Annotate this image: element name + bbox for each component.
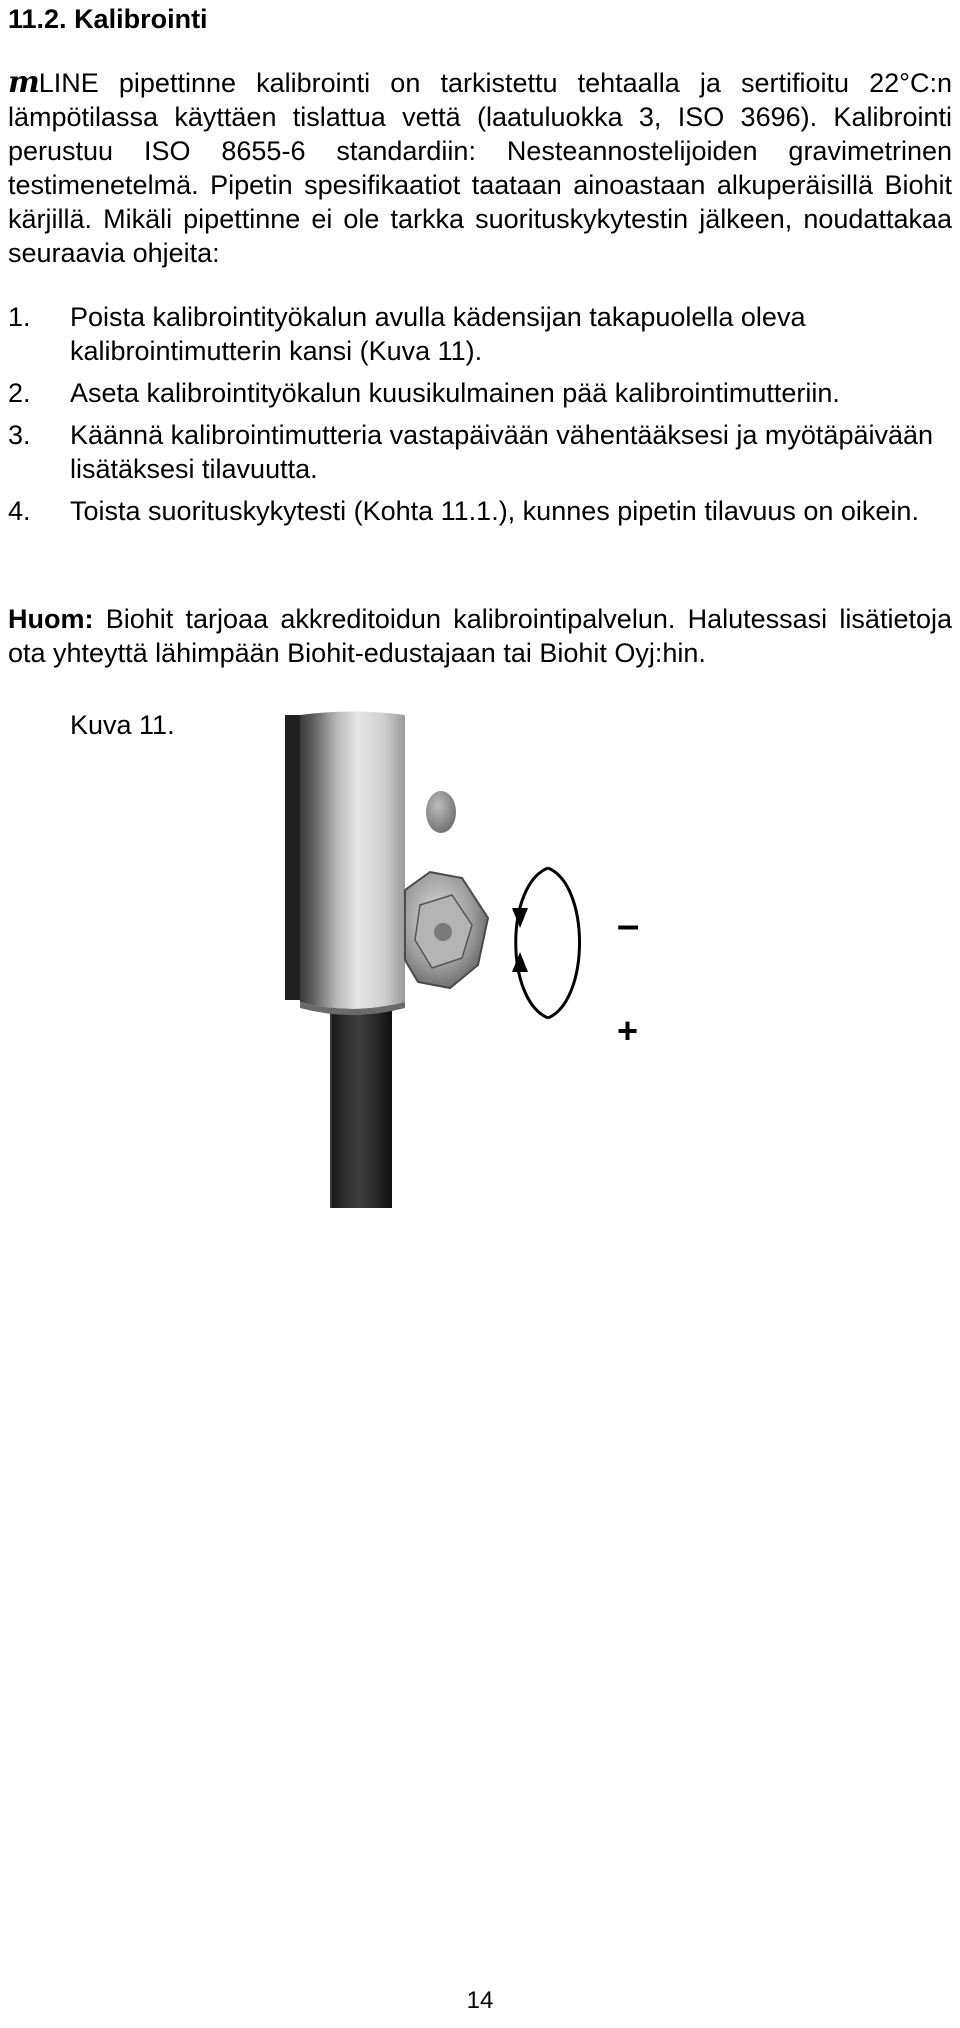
step-number: 1. [8,302,31,332]
page-number: 14 [466,1987,494,2014]
decrease-label: – [617,903,640,947]
note-label: Huom: [8,604,94,634]
step-text: Toista suorituskykytesti (Kohta 11.1.), kunnes pipetin tilavuus on oikein. [70,496,919,526]
step-number: 2. [8,378,31,408]
calibration-nut [405,872,488,988]
pipette-handle [285,712,405,1209]
step-text: Aseta kalibrointityökalun kuusikulmainen pää kalibrointimutteriin. [70,378,840,408]
brand-mark: m [8,65,39,100]
calibration-nut-cap [426,791,456,833]
rotation-arrow-icon [512,868,580,1018]
intro-text: LINE pipettinne kalibrointi on tarkistettu tehtaalla ja sertifioitu 22°C:n lämpötilassa käyttäen tislattua vettä (laatuluokka 3, ISO 3696). Kalibrointi perustuu ISO 8655-6 standardiin: Nesteannostelijoiden gravimetrinen testimenetelmä. Pipetin spesifikaatiot taataan ainoastaan alkuperäisillä Biohit kärjillä. Mikäli pipettinne ei ole tarkka suorituskykytestin jälkeen, noudattakaa seuraavia ohjeita: [8,68,952,268]
step-number: 3. [8,420,31,450]
increase-label: + [617,1010,639,1051]
section-heading: 11.2. Kalibrointi [8,4,208,34]
figure-caption: Kuva 11. [70,710,175,740]
step-text: Käännä kalibrointimutteria vastapäivään vähentääksesi ja myötäpäivään lisätäksesi tilavuutta. [70,420,934,484]
step-number: 4. [8,496,31,526]
step-text: Poista kalibrointityökalun avulla kädensijan takapuolella oleva kalibrointimutterin kansi (Kuva 11). [70,302,806,366]
note-text: Biohit tarjoaa akkreditoidun kalibrointipalvelun. Halutessasi lisätietoja ota yhteyttä lähimpään Biohit-edustajaan tai Biohit Oyj:hin. [8,604,952,668]
